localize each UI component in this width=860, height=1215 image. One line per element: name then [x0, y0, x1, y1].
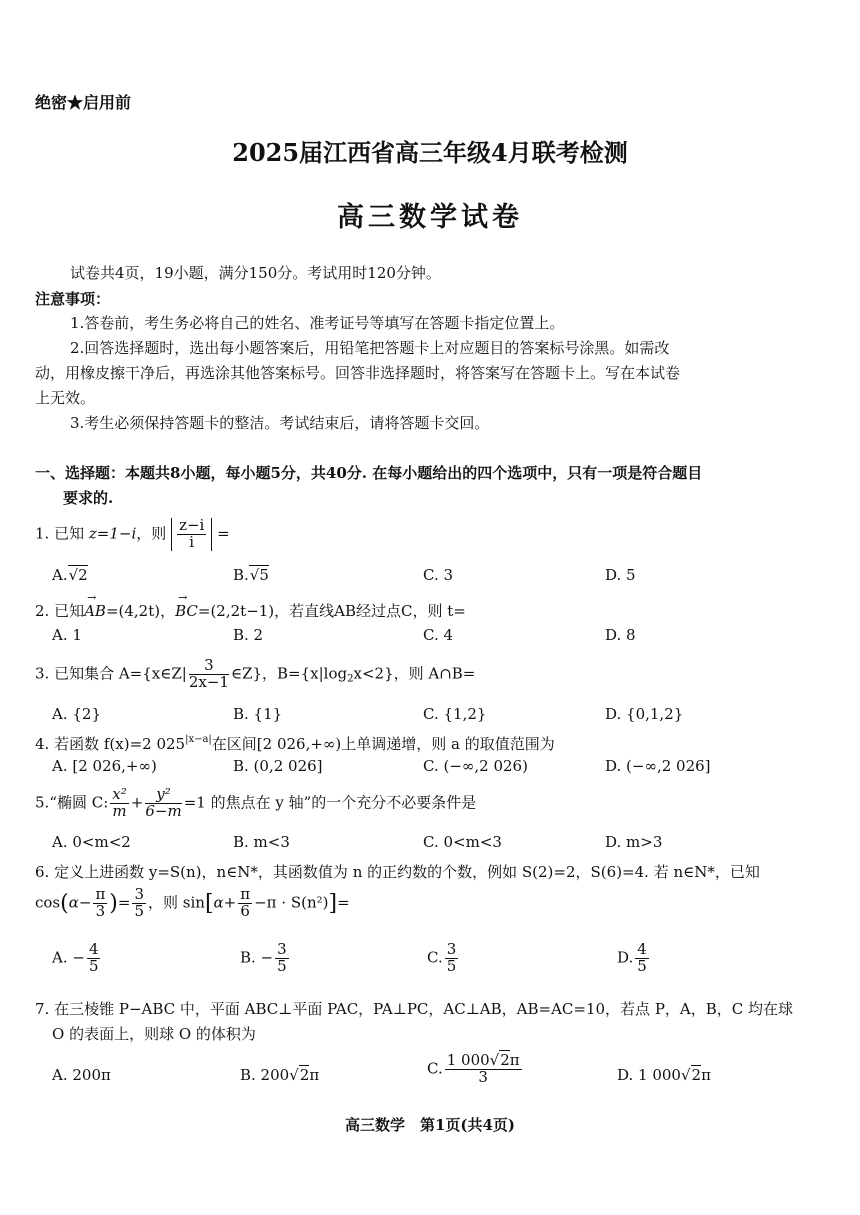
section-heading: 一、选择题：本题共8小题，每小题5分，共40分. 在每小题给出的四个选项中，只有一项是符合题目: [35, 464, 703, 482]
q5-option-c: C. 0<m<3: [423, 833, 502, 851]
exam-title: 2025届江西省高三年级4月联考检测: [232, 138, 628, 167]
q6-option-c: C. $\frac{3}{5}$: [427, 940, 457, 975]
question-6: 6. 定义上进函数 y=S(n)，n∈N*，其函数值为 n 的正约数的个数，例如 S(2)=2，S(6)=4. 若 n∈N*，已知: [35, 863, 760, 881]
notes-heading: 注意事项：: [35, 290, 111, 308]
question-6-expr: cos(α− $\frac{\pi}{3}$ )= $\frac{3}{5}$ ，则 sin[α+ $\frac{\pi}{6}$ −π · S(n²)]=: [35, 885, 350, 920]
secret-label: 绝密★启用前: [35, 93, 132, 112]
q7-option-d: D. 1 000√2π: [617, 1066, 711, 1084]
q2-option-a: A. 1: [52, 626, 82, 644]
q4-option-b: B. (0,2 026]: [233, 757, 323, 775]
q3-option-b: B. {1}: [233, 705, 283, 723]
question-7: 7. 在三棱锥 P−ABC 中，平面 ABC⊥平面 PAC，PA⊥PC，AC⊥AB，AB=AC=10，若点 P，A，B，C 均在球: [35, 1000, 794, 1018]
q6-option-d: D. $\frac{4}{5}$: [617, 940, 647, 975]
note-item: 3.考生必须保持答题卡的整洁。考试结束后，请将答题卡交回。: [70, 414, 490, 432]
q4-option-d: D. (−∞,2 026]: [605, 757, 711, 775]
section-heading-cont: 要求的.: [63, 489, 114, 507]
q3-option-a: A. {2}: [52, 705, 101, 723]
question-7-cont: O 的表面上，则球 O 的体积为: [52, 1025, 256, 1043]
q3-option-d: D. {0,1,2}: [605, 705, 684, 723]
intro-text: 试卷共4页，19小题，满分150分。考试用时120分钟。: [70, 264, 441, 282]
question-2: 2. 已知→ AB=(4,2t)，→ BC=(2,2t−1)，若直线AB经过点C，则 t=: [35, 600, 466, 621]
q1-option-d: D. 5: [605, 566, 636, 584]
q6-option-b: B. − $\frac{3}{5}$: [240, 940, 287, 975]
q4-option-c: C. (−∞,2 026): [423, 757, 528, 775]
paper-subtitle: 高三数学试卷: [337, 202, 523, 233]
q1-option-c: C. 3: [423, 566, 454, 584]
q2-option-d: D. 8: [605, 626, 636, 644]
q2-option-c: C. 4: [423, 626, 454, 644]
q7-option-b: B. 200√2π: [240, 1066, 320, 1084]
note-item: 动，用橡皮擦干净后，再选涂其他答案标号。回答非选择题时，将答案写在答题卡上。写在本试卷: [35, 364, 681, 382]
q4-option-a: A. [2 026,+∞): [52, 757, 157, 775]
question-4: 4. 若函数 f(x)=2 $025^{|x-a|}$在区间[2 026,+∞)上单调递增，则 a 的取值范围为: [35, 734, 555, 753]
q1-option-b: B.√5: [233, 566, 269, 584]
question-5: 5.“椭圆 C: $\frac{\text{x²}}{m}$ + $\frac{\text{y²}}{6-m}$ =1 的焦点在 y 轴”的一个充分不必要条件是: [35, 785, 477, 820]
q7-option-a: A. 200π: [52, 1066, 111, 1084]
note-item: 上无效。: [35, 389, 96, 407]
q2-option-b: B. 2: [233, 626, 264, 644]
note-item: 2.回答选择题时，选出每小题答案后，用铅笔把答题卡上对应题目的答案标号涂黑。如需改: [70, 339, 670, 357]
note-item: 1.答卷前，考生务必将自己的姓名、准考证号等填写在答题卡指定位置上。: [70, 314, 565, 332]
q1-option-a: A.√2: [52, 566, 88, 584]
question-3: 3. 已知集合 A={x∈Z| $\frac{3}{2x-1}$ ∈Z}，$B=\{x|\log_2x<2\}$，则 A∩B=: [35, 656, 476, 691]
q7-option-c: C. $\frac{1 000√2\pi}{3}$: [427, 1051, 520, 1086]
q5-option-a: A. 0<m<2: [52, 833, 131, 851]
q5-option-b: B. m<3: [233, 833, 290, 851]
q3-option-c: C. {1,2}: [423, 705, 487, 723]
page-footer: 高三数学 第1页(共4页): [344, 1116, 516, 1134]
q6-option-a: A. − $\frac{4}{5}$: [52, 940, 99, 975]
question-1: 1. 已知 z=1−i，则 $\frac{z-i}{i}$ =: [35, 516, 230, 551]
q5-option-d: D. m>3: [605, 833, 663, 851]
